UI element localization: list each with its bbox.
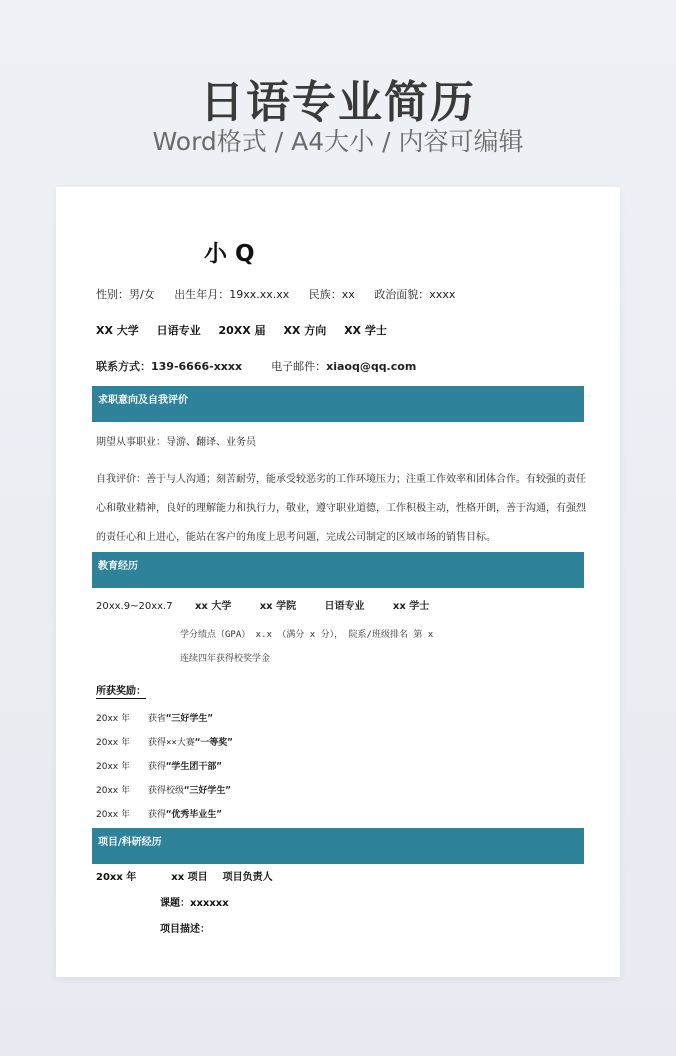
award-name: “三好学生”: [184, 786, 231, 796]
birth-date: 出生年月：19xx.xx.xx: [174, 288, 290, 301]
award-name: “优秀毕业生”: [166, 810, 222, 820]
self-evaluation: 自我评价：善于与人沟通；刻苦耐劳，能承受较恶劣的工作环境压力；注重工作效率和团体合作。有较强的责任心和敬业精神，良好的理解能力和执行力，敬业，遵守职业道德，工作积极主动，性格开朗，善于沟通，有强烈的责任心和上进心，能站在客户的角度上思考问题，完成公司制定的区域市场的销售目标。: [96, 474, 586, 543]
edu-university: xx 大学: [194, 601, 232, 612]
education-entry: [96, 597, 429, 612]
edu-degree: xx 学士: [392, 601, 430, 612]
edu-college: xx 学院: [259, 601, 297, 612]
section-header-intent: 求职意向及自我评价: [92, 386, 584, 422]
award-prefix: 获得××大赛: [148, 738, 195, 748]
award-prefix: 获得: [148, 810, 167, 820]
award-year: 20xx 年: [96, 738, 130, 748]
awards-title: 所获奖励：: [96, 682, 146, 699]
award-text: [148, 783, 231, 796]
award-text: [148, 711, 213, 724]
award-name: “一等奖”: [194, 738, 233, 748]
award-prefix: 获得校级: [148, 786, 185, 796]
project-year: 20xx 年: [96, 872, 137, 883]
political-status: 政治面貌：xxxx: [374, 288, 456, 301]
major: 日语专业: [156, 324, 201, 337]
award-prefix: 获省: [148, 714, 167, 724]
email-label: 电子邮件：: [271, 360, 327, 373]
project-description: 项目描述：: [160, 924, 210, 935]
award-year: 20xx 年: [96, 762, 130, 772]
gender: 性别：男/女: [96, 288, 155, 301]
award-prefix: 获得: [148, 762, 167, 772]
scholarship-line: 连续四年获得校奖学金: [180, 654, 271, 664]
gpa-line: 学分绩点（GPA） x.x （满分 x 分）， 院系/班级排名 第 x: [180, 630, 434, 640]
degree: XX 学士: [344, 324, 387, 337]
edu-period: 20xx.9~20xx.7: [96, 601, 173, 612]
resume-name: 小 Q: [204, 241, 255, 267]
award-year: 20xx 年: [96, 810, 130, 820]
banner-title: 日语专业简历: [200, 77, 476, 128]
project-name: xx 项目: [171, 872, 208, 883]
school: XX 大学: [96, 324, 139, 337]
education-summary-row: [96, 322, 401, 338]
email-address: xiaoq@qq.com: [326, 360, 417, 373]
project-entry: [96, 868, 273, 883]
ethnicity: 民族：xx: [308, 288, 355, 301]
award-text: [148, 807, 222, 820]
award-name: “学生团干部”: [166, 762, 222, 772]
award-year: 20xx 年: [96, 714, 130, 724]
project-role: 项目负责人: [222, 872, 273, 883]
project-topic: 课题：xxxxxx: [160, 898, 229, 909]
award-text: [148, 735, 233, 748]
award-year: 20xx 年: [96, 786, 130, 796]
award-text: [148, 759, 222, 772]
section-header-education: 教育经历: [92, 552, 584, 588]
phone-label: 联系方式：: [96, 360, 151, 373]
phone-number: 139-6666-xxxx: [151, 360, 243, 373]
award-name: “三好学生”: [166, 714, 213, 724]
expected-job: 期望从事职业：导游、翻译、业务员: [96, 437, 256, 448]
direction: XX 方向: [283, 324, 327, 337]
edu-major: 日语专业: [324, 601, 365, 612]
basic-info-row: [96, 286, 471, 302]
contact-row: [96, 358, 416, 374]
section-header-project: 项目/科研经历: [92, 828, 584, 864]
banner-subtitle: Word格式 / A4大小 / 内容可编辑: [152, 127, 524, 156]
resume-page: [56, 187, 620, 977]
graduation-year: 20XX 届: [218, 324, 266, 337]
